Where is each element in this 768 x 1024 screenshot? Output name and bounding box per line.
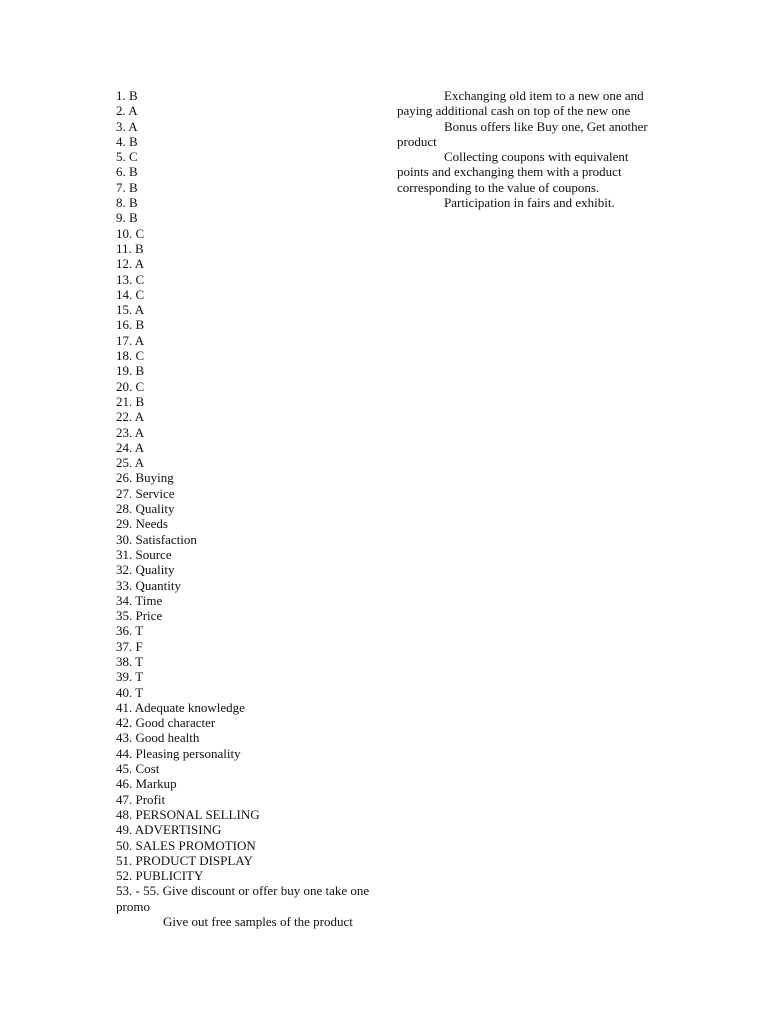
answer-line: 48. PERSONAL SELLING [116,806,260,822]
answer-line: 9. B [116,210,138,226]
answer-key-right-column [397,88,649,210]
answer-line: 20. C [116,378,145,394]
answer-line: 16. B [116,317,145,333]
answer-line: 35. Price [116,608,163,624]
answer-line: 18. C [116,348,145,364]
answer-line: 12. A [116,256,145,272]
answer-line: 3. A [116,118,138,134]
answer-line: 27. Service [116,485,175,501]
answer-line: 2. A [116,103,138,119]
answer-line: 6. B [116,164,138,180]
answer-line: 29. Needs [116,516,168,532]
answer-line: 21. B [116,393,145,409]
answer-line: 24. A [116,439,145,455]
answer-line: 17. A [116,332,145,348]
answer-line: 14. C [116,286,145,302]
answer-line: 5. C [116,149,138,165]
answer-line: 45. Cost [116,761,160,777]
answer-line: 52. PUBLICITY [116,868,204,884]
answer-line: 7. B [116,179,138,195]
answer-line: 51. PRODUCT DISPLAY [116,852,253,868]
answer-line: 1. B [116,88,138,103]
answer-line: 4. B [116,133,138,149]
answer-line: 41. Adequate knowledge [116,699,245,715]
answer-line: 15. A [116,302,145,318]
answer-line: 28. Quality [116,501,175,517]
answer-line: 43. Good health [116,730,200,746]
answer-key-left-column [116,88,378,929]
promo-paragraph: Collecting coupons with equivalent points and exchanging them with a product corresponding to the value of coupons. [397,149,629,195]
answer-line: 26. Buying [116,470,174,486]
answer-line: 38. T [116,653,144,669]
answer-line: 39. T [116,669,144,685]
answer-line: 10. C [116,225,145,241]
answer-line: 8. B [116,195,138,211]
answer-line: 13. C [116,271,145,287]
answer-line: 32. Quality [116,562,175,578]
answer-line: 25. A [116,455,145,471]
answer-53-55: 53. - 55. Give discount or offer buy one take one promo [116,883,370,914]
answer-line: 37. F [116,638,143,654]
promo-paragraph: Participation in fairs and exhibit. [444,195,615,211]
answer-line: 19. B [116,363,145,379]
answer-line: 30. Satisfaction [116,531,197,547]
answer-53-55-continued: Give out free samples of the product [163,914,353,930]
answer-line: 49. ADVERTISING [116,822,222,838]
answer-line: 46. Markup [116,776,177,792]
answer-line: 33. Quantity [116,577,181,593]
answer-line: 22. A [116,409,145,425]
answer-line: 47. Profit [116,791,166,807]
answer-line: 23. A [116,424,145,440]
answer-line: 44. Pleasing personality [116,745,241,761]
answer-line: 31. Source [116,546,172,562]
promo-paragraph: Bonus offers like Buy one, Get another product [397,118,648,149]
answer-line: 11. B [116,240,144,256]
promo-paragraph: Exchanging old item to a new one and paying additional cash on top of the new one [397,88,644,119]
answer-line: 50. SALES PROMOTION [116,837,256,853]
answer-line: 36. T [116,623,144,639]
answer-line: 34. Time [116,592,163,608]
answer-line: 42. Good character [116,715,216,731]
answer-line: 40. T [116,684,144,700]
